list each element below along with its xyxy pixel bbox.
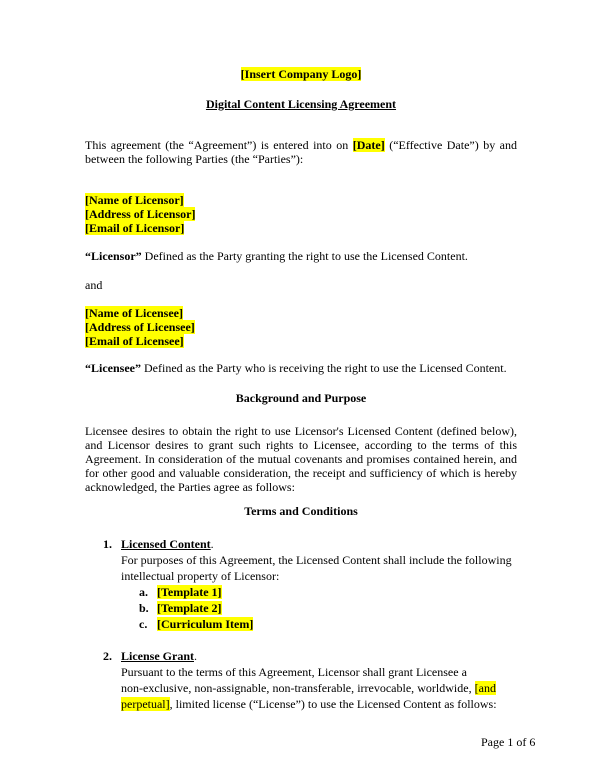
and-perpetual-placeholder-part-2[interactable]: perpetual]	[121, 697, 170, 711]
background-heading: Background and Purpose	[235, 391, 367, 405]
and-separator: and	[85, 278, 103, 292]
list-item-b	[157, 601, 222, 615]
section-1-title: Licensed Content	[121, 537, 211, 551]
company-logo-placeholder[interactable]: [Insert Company Logo]	[240, 67, 362, 81]
intro-paragraph	[85, 138, 517, 166]
licensee-email-placeholder[interactable]: [Email of Licensee]	[85, 334, 184, 348]
and-perpetual-placeholder-part-1[interactable]: [and	[474, 681, 496, 695]
section-1-heading	[121, 537, 214, 551]
section-1-text-line-1: For purposes of this Agreement, the Licensed Content shall include the following	[121, 553, 512, 567]
background-line-2: and Licensor desires to grant such rights to Licensee, according to the terms of this	[85, 438, 517, 452]
background-line-4: for other good and valuable consideration, the receipt and sufficiency of which is hereby	[85, 466, 517, 480]
list-item-c	[157, 617, 253, 631]
intro-text-b: (“Effective Date”) by and	[389, 138, 518, 152]
list-item-c-letter: c.	[139, 617, 148, 631]
document-title-line	[0, 97, 602, 111]
section-2-number: 2.	[103, 649, 112, 663]
licensee-term: “Licensee”	[85, 361, 141, 375]
section-2-line-3-text: , limited license (“License”) to use the Licensed Content as follows:	[169, 697, 497, 711]
section-2-line-2-text: non-exclusive, non-assignable, non-transferable, irrevocable, worldwide,	[121, 681, 472, 695]
background-heading-line	[0, 391, 602, 405]
background-line-1: Licensee desires to obtain the right to use Licensor's Licensed Content (defined below),	[85, 424, 517, 438]
licensor-address-placeholder[interactable]: [Address of Licensor]	[85, 207, 196, 221]
curriculum-item-placeholder[interactable]: [Curriculum Item]	[157, 617, 254, 631]
licensee-block	[85, 306, 517, 348]
list-item-a	[157, 585, 222, 599]
terms-heading: Terms and Conditions	[244, 504, 358, 518]
licensor-definition	[85, 249, 517, 263]
section-2-text-line-3	[121, 697, 497, 711]
section-1-period: .	[210, 537, 214, 551]
section-2-text-line-1: Pursuant to the terms of this Agreement, Licensor shall grant Licensee a	[121, 665, 467, 679]
licensee-definition	[85, 361, 517, 375]
list-item-b-letter: b.	[139, 601, 149, 615]
date-placeholder[interactable]: [Date]	[352, 138, 385, 152]
licensee-address-placeholder[interactable]: [Address of Licensee]	[85, 320, 195, 334]
licensee-definition-text: Defined as the Party who is receiving the right to use the Licensed Content.	[144, 361, 507, 375]
template-2-placeholder[interactable]: [Template 2]	[157, 601, 222, 615]
background-line-5: acknowledged, the Parties agree as follows:	[85, 480, 295, 494]
licensor-email-placeholder[interactable]: [Email of Licensor]	[85, 221, 185, 235]
page-number: Page 1 of 6	[481, 735, 536, 749]
section-1-number: 1.	[103, 537, 112, 551]
section-2-period: .	[194, 649, 197, 663]
intro-text-a: This agreement (the “Agreement”) is entered into on	[85, 138, 349, 152]
background-paragraph	[85, 424, 517, 494]
licensor-block	[85, 193, 517, 235]
section-2-title: License Grant	[121, 649, 194, 663]
licensor-term: “Licensor”	[85, 249, 142, 263]
licensee-name-placeholder[interactable]: [Name of Licensee]	[85, 306, 183, 320]
document-title: Digital Content Licensing Agreement	[205, 97, 397, 111]
licensor-definition-text: Defined as the Party granting the right to use the Licensed Content.	[144, 249, 468, 263]
template-1-placeholder[interactable]: [Template 1]	[157, 585, 222, 599]
list-item-a-letter: a.	[139, 585, 148, 599]
section-1-text-line-2: intellectual property of Licensor:	[121, 569, 280, 583]
section-2-heading	[121, 649, 197, 663]
logo-placeholder-line	[0, 67, 602, 81]
background-line-3: Agreement. In consideration of the mutual covenants and promises contained herein, and	[85, 452, 517, 466]
intro-line-1	[85, 138, 517, 152]
licensor-name-placeholder[interactable]: [Name of Licensor]	[85, 193, 184, 207]
intro-line-2: between the following Parties (the “Parties”):	[85, 152, 304, 166]
section-2-text-line-2	[121, 681, 496, 695]
terms-heading-line	[0, 504, 602, 518]
